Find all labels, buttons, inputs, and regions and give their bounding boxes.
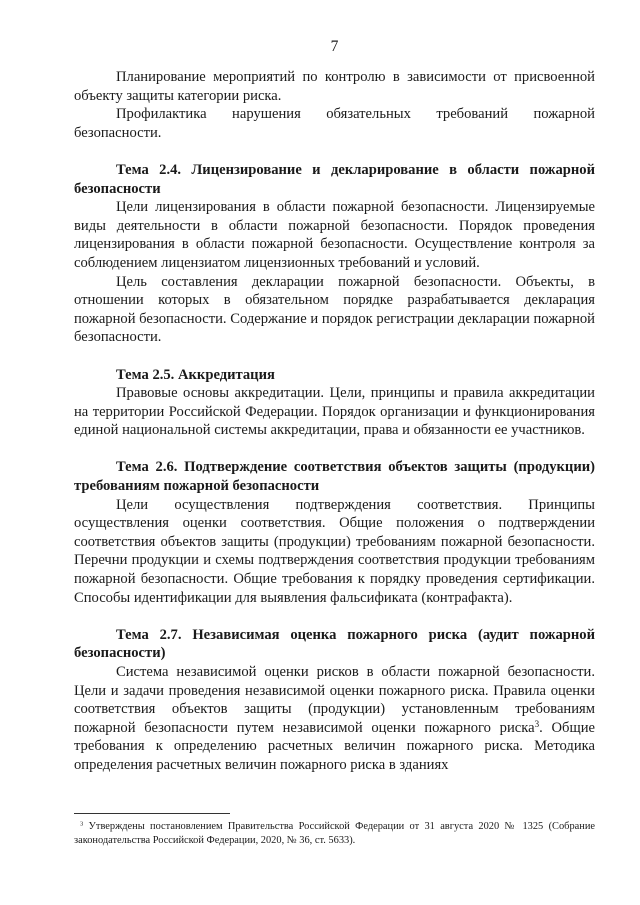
section-paragraph bbox=[74, 663, 595, 775]
intro-paragraph-1: Планирование мероприятий по контролю в зависимости от присвоенной объекту защиты категории риска. bbox=[74, 69, 595, 104]
footnote bbox=[74, 820, 595, 848]
section-heading: Тема 2.6. Подтверждение соответствия объектов защиты (продукции) требованиям пожарной безопасности bbox=[74, 459, 595, 495]
section-paragraph: Цель составления декларации пожарной безопасности. Объекты, в отношении которых в обязательном порядке разрабатывается декларация пожарной безопасности. Содержание и порядок регистрации декларации пожарной безопасности. bbox=[74, 273, 595, 346]
intro-paragraph-2: Профилактика нарушения обязательных требований пожарной безопасности. bbox=[74, 106, 595, 141]
section-heading: Тема 2.5. Аккредитация bbox=[116, 366, 275, 383]
footnote-text: Утверждены постановлением Правительства Российской Федерации от 31 августа 2020 № 1325 (Собрание законодательства Российской Федерации, 2020, № 36, ст. 5633). bbox=[74, 821, 595, 846]
section-paragraph: Правовые основы аккредитации. Цели, принципы и правила аккредитации на территории Российской Федерации. Порядок организации и функционирования единой национальной системы аккредитации, права и обязанности ее участников. bbox=[74, 385, 595, 439]
section-topic-2-7 bbox=[74, 626, 595, 775]
footnote-reference: 3 bbox=[534, 718, 540, 729]
paragraph-text-continued: . Общие требования к определению расчетных величин пожарного риска. Методика определения расчетных величин пожарного риска в зданиях bbox=[74, 719, 595, 773]
section-topic-2-5 bbox=[74, 366, 595, 440]
footnote-marker: 3 bbox=[80, 820, 84, 828]
document-body bbox=[74, 68, 595, 775]
footnote-separator bbox=[74, 813, 230, 814]
section-heading: Тема 2.7. Независимая оценка пожарного риска (аудит пожарной безопасности) bbox=[74, 626, 595, 662]
paragraph-text: Система независимой оценки рисков в области пожарной безопасности. Цели и задачи проведения независимой оценки пожарного риска. Правила оценки соответствия объектов защиты (продукции) установленным требованиям пожарной безопасности путем независимой оценки пожарного риска bbox=[74, 664, 595, 736]
page-number: 7 bbox=[330, 38, 339, 55]
section-topic-2-6 bbox=[74, 458, 595, 607]
section-topic-2-4 bbox=[74, 161, 595, 347]
section-heading: Тема 2.4. Лицензирование и декларирование в области пожарной безопасности bbox=[74, 161, 595, 197]
section-paragraph: Цели осуществления подтверждения соответствия. Принципы осуществления оценки соответствия. Общие положения о подтверждении соответствия объектов защиты (продукции) требованиям пожарной безопасности. Перечни продукции и схемы подтверждения соответствия продукции требованиям пожарной безопасности. Общие требования к порядку проведения сертификации. Способы идентификации для выявления фальсификата (контрафакта). bbox=[74, 496, 595, 606]
section-paragraph: Цели лицензирования в области пожарной безопасности. Лицензируемые виды деятельности в области пожарной безопасности. Порядок проведения лицензирования в области пожарной безопасности. Осуществление контроля за соблюдением лицензиатом лицензионных требований и условий. bbox=[74, 199, 595, 271]
